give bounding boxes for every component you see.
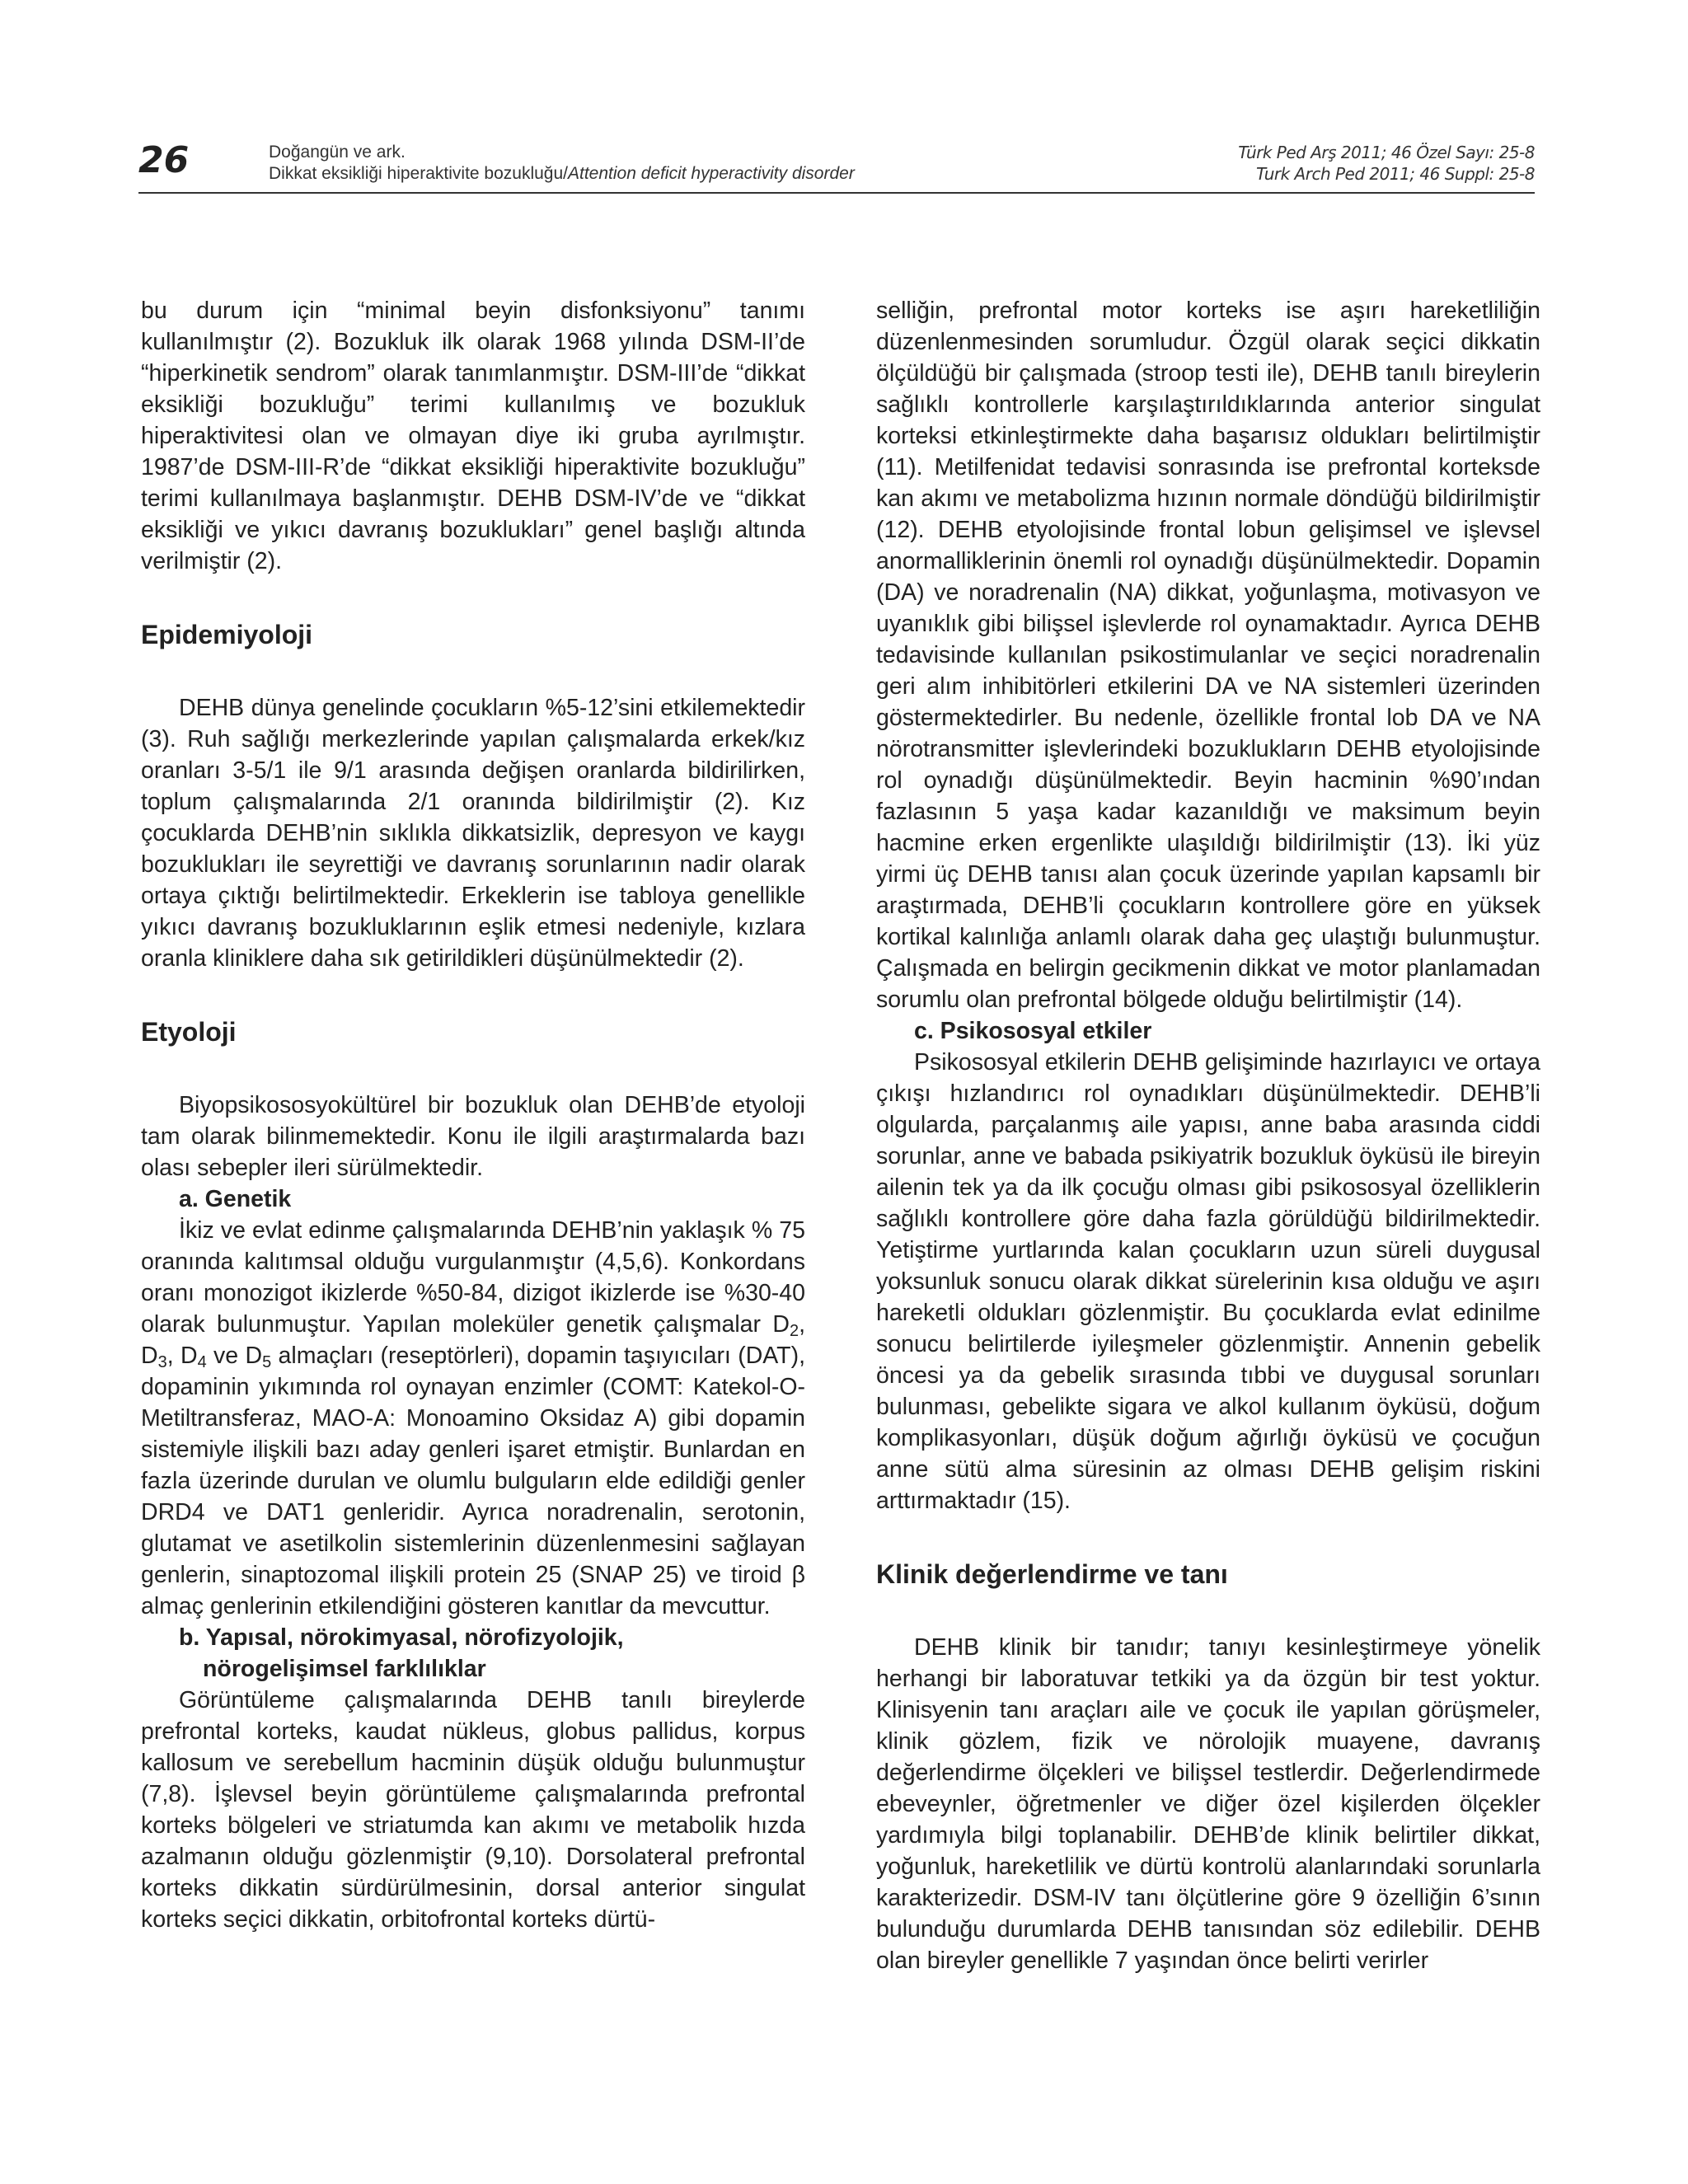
heading-genetik: a. Genetik [179,1186,292,1212]
paragraph-etyoloji: Biyopsikososyokültürel bir bozukluk olan DEHB’de etyoloji tam olarak bilinmemektedir. Konu ile ilgili araştırmalarda bazı olası sebepler ileri sürülmektedir. [141,1092,805,1181]
heading-klinik: Klinik değerlendirme ve tanı [876,1559,1228,1589]
page-number: 26 [138,139,190,181]
header-rule [138,192,1535,194]
running-header [138,140,1535,190]
paragraph-psikososyal: Psikososyal etkilerin DEHB gelişiminde hazırlayıcı ve ortaya çıkışı hızlandırıcı rol oynadıkları düşünülmektedir. DEHB’li olgularda, parçalanmış aile yapısı, anne baba arasında ciddi sorunlar, anne ve babada psikiyatrik bozukluk öyküsü ile bireyin ailenin tek ya da ilk çocuğu olması gibi psikososyal özelliklerin sağlıklı kontrollere göre daha fazla görüldüğü bildirilmektedir. Yetiştirme yurtlarında kalan çocukların uzun süreli duygusal yoksunluk sonucu olarak dikkat sürelerinin kısa olduğu ve aşırı hareketli oldukları gözlenmiştir. Bu çocuklarda evlat edinilme sonucu belirtilerde iyileşmeler gözlenmiştir. Annenin gebelik öncesi ya da gebelik sırasında tıbbi ve duygusal sorunları bulunması, gebelikte sigara ve alkol kullanım öyküsü, doğum komplikasyonları, düşük doğum ağırlığı öyküsü ve çocuğun anne sütü alma süresinin az olması DEHB gelişim riskini arttırmaktadır (15). [876,1049,1540,1514]
left-column [141,295,805,1935]
header-title-en: Attention deficit hyperactivity disorder [568,164,855,183]
header-authors: Doğangün ve ark. [269,143,406,162]
header-left [269,142,855,185]
heading-yapisal-cont: nörogelişimsel farklılıklar [203,1656,486,1682]
right-column [876,295,1540,1976]
header-title [269,163,855,185]
heading-etyoloji: Etyoloji [141,1017,237,1047]
paragraph-genetik: İkiz ve evlat edinme çalışmalarında DEHB’nin yaklaşık % 75 oranında kalıtımsal olduğu vurgulanmıştır (4,5,6). Konkordans oranı monozigot ikizlerde %50-84, dizigot ikizlerde ise %30-40 olarak bulunmuştur. Yapılan moleküler genetik çalışmalar $D_2$, $D_3$, $D_4$ ve $D_5$ almaçları (reseptörleri), dopamin taşıyıcıları (DAT), dopaminin yıkımında rol oynayan enzimler (COMT: Katekol-O-Metiltransferaz, MAO-A: Monoamino Oksidaz A) gibi dopamin sistemiyle ilişkili bazı aday genleri işaret etmiştir. Bunlardan en fazla üzerinde durulan ve olumlu bulguların elde edildiği genler DRD4 ve DAT1 genleridir. Ayrıca noradrenalin, serotonin, glutamat ve asetilkolin sistemlerinin düzenlenmesini sağlayan genlerin, sinaptozomal ilişkili protein 25 (SNAP 25) ve tiroid β almaç genlerinin etkilendiğini gösteren kanıtlar da mevcuttur. [141,1217,805,1619]
header-right [1238,142,1535,185]
header-title-tr: Dikkat eksikliği hiperaktivite bozukluğu/ [269,164,568,183]
header-journal-tr: Türk Ped Arş 2011; 46 Özel Sayı: 25-8 [1238,143,1535,162]
heading-yapisal: b. Yapısal, nörokimyasal, nörofizyolojik, [179,1624,624,1651]
heading-psikososyal: c. Psikososyal etkiler [914,1018,1152,1044]
paragraph-continued: selliğin, prefrontal motor korteks ise aşırı hareketliliğin düzenlenmesinden sorumludur. Özgül olarak seçici dikkatin ölçüldüğü bir çalışmada (stroop testi ile), DEHB tanılı bireylerin sağlıklı kontrollerle karşılaştırıldıklarında anterior singulat korteksi etkinleştirmekte daha başarısız oldukları belirtilmiştir (11). Metilfenidat tedavisi sonrasında ise prefrontal korteksde kan akımı ve metabolizma hızının normale döndüğü bildirilmiştir (12). DEHB etyolojisinde frontal lobun gelişimsel ve işlevsel anormalliklerinin önemli rol oynadığı düşünülmektedir. Dopamin (DA) ve noradrenalin (NA) dikkat, yoğunlaşma, motivasyon ve uyanıklık gibi bilişsel işlevlerde rol oynamaktadır. Ayrıca DEHB tedavisinde kullanılan psikostimulanlar ve seçici noradrenalin geri alım inhibitörleri etkilerini DA ve NA sistemleri üzerinden göstermektedirler. Bu nedenle, özellikle frontal lob DA ve NA nörotransmitter işlevlerindeki bozuklukların DEHB etyolojisinde rol oynadığı düşünülmektedir. Beyin hacminin %90’ından fazlasının 5 yaşa kadar kazanıldığı ve maksimum beyin hacmine erken ergenlikte ulaşıldığı bildirilmiştir (13). İki yüz yirmi üç DEHB tanısı alan çocuk üzerinde yapılan kapsamlı bir araştırmada, DEHB’li çocukların kontrollere göre en yüksek kortikal kalınlığa anlamlı olarak daha geç ulaştığı bulunmuştur. Çalışmada en belirgin gecikmenin dikkat ve motor planlamadan sorumlu olan prefrontal bölgede olduğu belirtilmiştir (14). [876,298,1540,1013]
header-journal-en: Turk Arch Ped 2011; 46 Suppl: 25-8 [1256,164,1535,184]
heading-epidemiyoloji: Epidemiyoloji [141,620,313,649]
paragraph-yapisal: Görüntüleme çalışmalarında DEHB tanılı bireylerde prefrontal korteks, kaudat nükleus, globus pallidus, korpus kallosum ve serebellum hacminin düşük olduğu bulunmuştur (7,8). İşlevsel beyin görüntüleme çalışmalarında prefrontal korteks bölgeleri ve striatumda kan akımı ve metabolik hızda azalmanın olduğu gözlenmiştir (9,10). Dorsolateral prefrontal korteks dikkatin sürdürülmesinin, dorsal anterior singulat korteks seçici dikkatin, orbitofrontal korteks dürtü- [141,1687,805,1933]
paragraph-epidemiyoloji: DEHB dünya genelinde çocukların %5-12’sini etkilemektedir (3). Ruh sağlığı merkezlerinde yapılan çalışmalarda erkek/kız oranları 3-5/1 ile 9/1 arasında değişen oranlarda bildirilirken, toplum çalışmalarında 2/1 oranında bildirilmiştir (2). Kız çocuklarda DEHB’nin sıklıkla dikkatsizlik, depresyon ve kaygı bozuklukları ile seyrettiği ve davranış sorunlarının nadir olarak ortaya çıktığı belirtilmektedir. Erkeklerin ise tabloya genellikle yıkıcı davranış bozukluklarının eşlik etmesi nedeniyle, kızlara oranla kliniklere daha sık getirildikleri düşünülmektedir (2). [141,695,805,972]
paragraph-klinik: DEHB klinik bir tanıdır; tanıyı kesinleştirmeye yönelik herhangi bir laboratuvar tetkiki ya da özgün bir test yoktur. Klinisyenin tanı araçları aile ve çocuk ile yapılan görüşmeler, klinik gözlem, fizik ve nörolojik muayene, davranış değerlendirme ölçekleri ve bilişsel testlerdir. Değerlendirmede ebeveynler, öğretmenler ve diğer özel kişilerden ölçekler yardımıyla bilgi toplanabilir. DEHB’de klinik belirtiler dikkat, yoğunluk, hareketlilik ve dürtü kontrolü alanlarındaki sorunlarla karakterizedir. DSM-IV tanı ölçütlerine göre 9 özelliğin 6’sının bulunduğu durumlarda DEHB tanısından söz edilebilir. DEHB olan bireyler genellikle 7 yaşından önce belirti verirler [876,1634,1540,1974]
paragraph-intro: bu durum için “minimal beyin disfonksiyonu” tanımı kullanılmıştır (2). Bozukluk ilk olarak 1968 yılında DSM-II’de “hiperkinetik sendrom” olarak tanımlanmıştır. DSM-III’de “dikkat eksikliği bozukluğu” terimi kullanılmış ve bozukluk hiperaktivitesi olan ve olmayan diye iki gruba ayrılmıştır. 1987’de DSM-III-R’de “dikkat eksikliği hiperaktivite bozukluğu” terimi kullanılmaya başlanmıştır. DEHB DSM-IV’de ve “dikkat eksikliği ve yıkıcı davranış bozuklukları” genel başlığı altında verilmiştir (2). [141,298,805,574]
